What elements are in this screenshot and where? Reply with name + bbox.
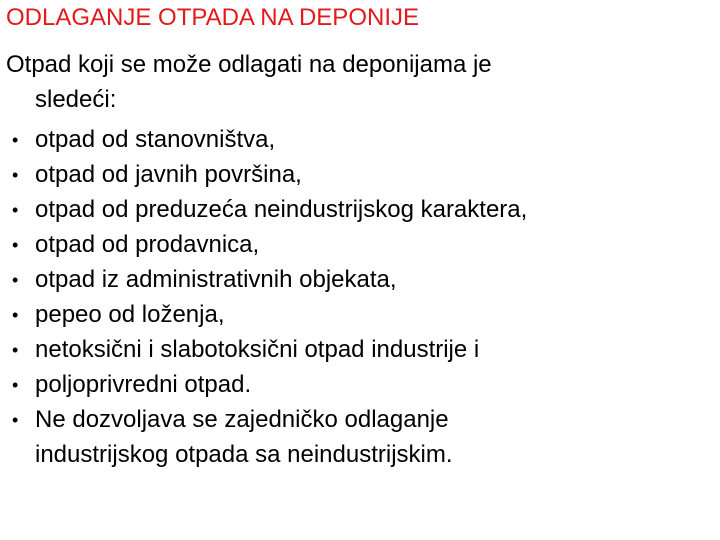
bullet-icon: • — [12, 235, 19, 255]
bullet-text: netoksični i slabotoksični otpad industrije i — [35, 336, 480, 363]
list-item — [0, 192, 720, 227]
list-item — [0, 297, 720, 332]
bullet-text: pepeo od loženja, — [35, 301, 225, 328]
bullet-text: Ne dozvoljava se zajedničko odlaganje — [35, 406, 449, 433]
bullet-icon: • — [12, 130, 19, 150]
intro-line-2: sledeći: — [35, 86, 117, 113]
bullet-icon: • — [12, 165, 19, 185]
list-item-continuation — [0, 437, 720, 472]
bullet-icon: • — [12, 200, 19, 220]
bullet-text: otpad od prodavnica, — [35, 231, 260, 258]
bullet-list — [0, 122, 720, 472]
bullet-icon: • — [12, 375, 19, 395]
list-item — [0, 122, 720, 157]
bullet-icon: • — [12, 305, 19, 325]
bullet-text: industrijskog otpada sa neindustrijskim. — [35, 441, 453, 468]
bullet-text: otpad od preduzeća neindustrijskog karaktera, — [35, 196, 528, 223]
bullet-text: otpad iz administrativnih objekata, — [35, 266, 397, 293]
list-item — [0, 402, 720, 437]
bullet-text: otpad od javnih površina, — [35, 161, 302, 188]
list-item — [0, 262, 720, 297]
bullet-text: otpad od stanovništva, — [35, 126, 276, 153]
intro-text — [6, 47, 706, 117]
bullet-text: poljoprivredni otpad. — [35, 371, 252, 398]
list-item — [0, 332, 720, 367]
list-item — [0, 157, 720, 192]
intro-line-1: Otpad koji se može odlagati na deponijama je — [6, 51, 492, 78]
slide-title: ODLAGANJE OTPADA NA DEPONIJE — [6, 4, 419, 31]
list-item — [0, 367, 720, 402]
bullet-icon: • — [12, 410, 19, 430]
bullet-icon: • — [12, 270, 19, 290]
list-item — [0, 227, 720, 262]
bullet-icon: • — [12, 340, 19, 360]
